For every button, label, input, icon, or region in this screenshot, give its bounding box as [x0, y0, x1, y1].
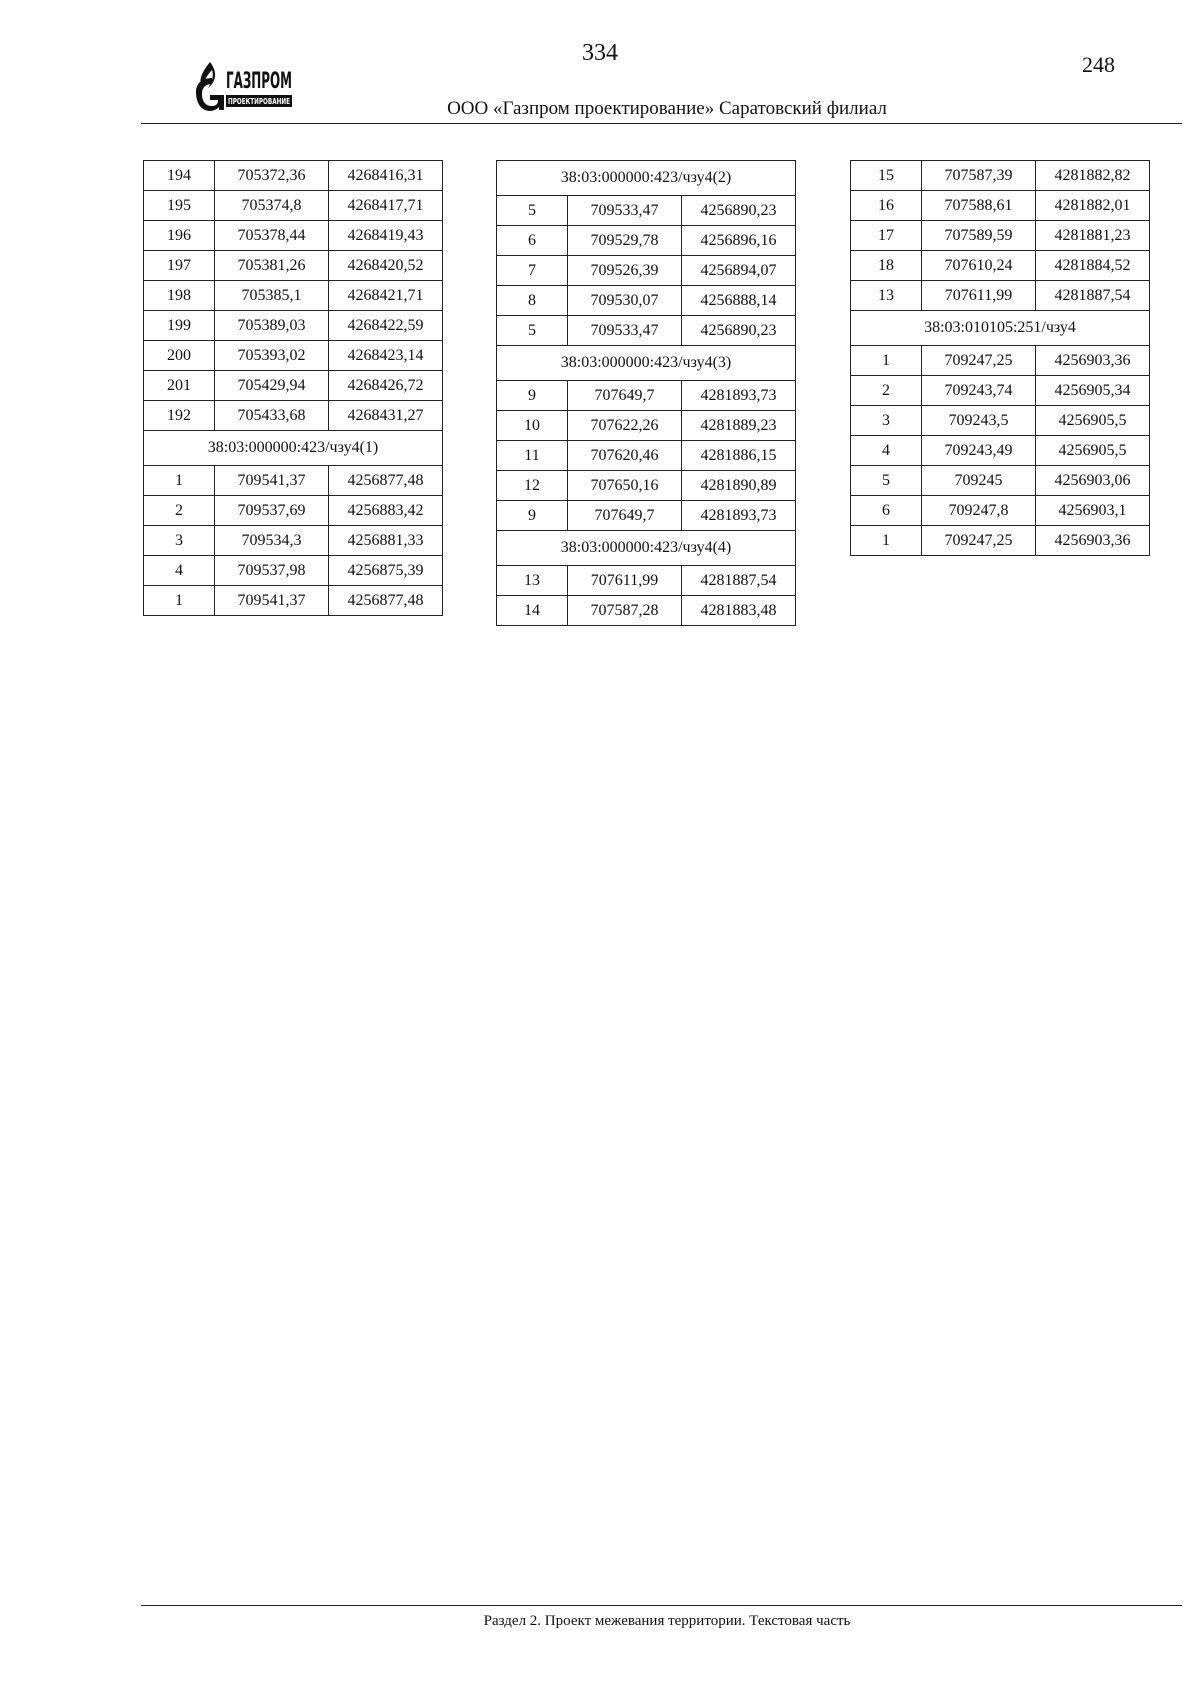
- table-row: [144, 466, 443, 496]
- x-coordinate-cell: 709247,25: [922, 526, 1036, 556]
- page-number-top: 334: [582, 40, 618, 66]
- table-row: [144, 281, 443, 311]
- point-number-cell: 11: [497, 441, 568, 471]
- y-coordinate-cell: 4256875,39: [329, 556, 443, 586]
- table-row: [851, 466, 1150, 496]
- y-coordinate-cell: 4256903,36: [1036, 526, 1150, 556]
- point-number-cell: 9: [497, 381, 568, 411]
- y-coordinate-cell: 4256888,14: [682, 286, 796, 316]
- parcel-id-label: 38:03:000000:423/чзу4(3): [497, 346, 796, 381]
- table-row: [851, 191, 1150, 221]
- point-number-cell: 196: [144, 221, 215, 251]
- point-number-cell: 192: [144, 401, 215, 431]
- footer-caption: Раздел 2. Проект межевания территории. Текстовая часть: [483, 1613, 851, 1629]
- logo-text-main: ГАЗПРОМ: [226, 69, 292, 94]
- y-coordinate-cell: 4281882,01: [1036, 191, 1150, 221]
- logo-text-sub: ПРОЕКТИРОВАНИЕ: [228, 97, 290, 106]
- table-row: [497, 596, 796, 626]
- y-coordinate-cell: 4281887,54: [682, 566, 796, 596]
- x-coordinate-cell: 707588,61: [922, 191, 1036, 221]
- x-coordinate-cell: 709534,3: [215, 526, 329, 556]
- section-header-row: [851, 311, 1150, 346]
- point-number-cell: 5: [497, 196, 568, 226]
- table-row: [144, 556, 443, 586]
- parcel-id-label: 38:03:000000:423/чзу4(1): [144, 431, 443, 466]
- x-coordinate-cell: 707589,59: [922, 221, 1036, 251]
- point-number-cell: 13: [851, 281, 922, 311]
- y-coordinate-cell: 4281881,23: [1036, 221, 1150, 251]
- y-coordinate-cell: 4281886,15: [682, 441, 796, 471]
- header-divider: [141, 123, 1182, 124]
- x-coordinate-cell: 709537,98: [215, 556, 329, 586]
- point-number-cell: 199: [144, 311, 215, 341]
- y-coordinate-cell: 4256903,36: [1036, 346, 1150, 376]
- table-row: [144, 496, 443, 526]
- y-coordinate-cell: 4268423,14: [329, 341, 443, 371]
- table-row: [497, 226, 796, 256]
- point-number-cell: 1: [144, 466, 215, 496]
- y-coordinate-cell: 4268416,31: [329, 161, 443, 191]
- y-coordinate-cell: 4281883,48: [682, 596, 796, 626]
- x-coordinate-cell: 709247,25: [922, 346, 1036, 376]
- y-coordinate-cell: 4268419,43: [329, 221, 443, 251]
- point-number-cell: 4: [144, 556, 215, 586]
- y-coordinate-cell: 4256890,23: [682, 316, 796, 346]
- table-row: [851, 406, 1150, 436]
- point-number-cell: 10: [497, 411, 568, 441]
- table-row: [497, 196, 796, 226]
- x-coordinate-cell: 707610,24: [922, 251, 1036, 281]
- table-row: [144, 341, 443, 371]
- x-coordinate-cell: 707649,7: [568, 381, 682, 411]
- table-row: [497, 501, 796, 531]
- point-number-cell: 6: [497, 226, 568, 256]
- table-row: [851, 281, 1150, 311]
- point-number-cell: 15: [851, 161, 922, 191]
- point-number-cell: 14: [497, 596, 568, 626]
- y-coordinate-cell: 4256881,33: [329, 526, 443, 556]
- point-number-cell: 12: [497, 471, 568, 501]
- table-row: [851, 251, 1150, 281]
- y-coordinate-cell: 4256903,06: [1036, 466, 1150, 496]
- x-coordinate-cell: 707620,46: [568, 441, 682, 471]
- x-coordinate-cell: 709247,8: [922, 496, 1036, 526]
- y-coordinate-cell: 4268421,71: [329, 281, 443, 311]
- table-row: [851, 526, 1150, 556]
- table-row: [144, 311, 443, 341]
- table-row: [851, 376, 1150, 406]
- point-number-cell: 201: [144, 371, 215, 401]
- table-row: [144, 401, 443, 431]
- x-coordinate-cell: 709541,37: [215, 466, 329, 496]
- point-number-cell: 16: [851, 191, 922, 221]
- section-header-row: [497, 161, 796, 196]
- x-coordinate-cell: 707587,28: [568, 596, 682, 626]
- point-number-cell: 6: [851, 496, 922, 526]
- x-coordinate-cell: 705385,1: [215, 281, 329, 311]
- x-coordinate-cell: 705374,8: [215, 191, 329, 221]
- section-header-row: [497, 531, 796, 566]
- x-coordinate-cell: 705381,26: [215, 251, 329, 281]
- point-number-cell: 7: [497, 256, 568, 286]
- point-number-cell: 195: [144, 191, 215, 221]
- x-coordinate-cell: 709245: [922, 466, 1036, 496]
- y-coordinate-cell: 4256905,5: [1036, 406, 1150, 436]
- y-coordinate-cell: 4268431,27: [329, 401, 443, 431]
- x-coordinate-cell: 705393,02: [215, 341, 329, 371]
- x-coordinate-cell: 705389,03: [215, 311, 329, 341]
- point-number-cell: 3: [851, 406, 922, 436]
- point-number-cell: 13: [497, 566, 568, 596]
- y-coordinate-cell: 4281882,82: [1036, 161, 1150, 191]
- y-coordinate-cell: 4256896,16: [682, 226, 796, 256]
- y-coordinate-cell: 4281889,23: [682, 411, 796, 441]
- x-coordinate-cell: 705378,44: [215, 221, 329, 251]
- point-number-cell: 17: [851, 221, 922, 251]
- y-coordinate-cell: 4268426,72: [329, 371, 443, 401]
- coordinates-table-3: [850, 160, 1150, 556]
- footer-divider: [141, 1605, 1182, 1606]
- x-coordinate-cell: 709533,47: [568, 316, 682, 346]
- section-header-row: [497, 346, 796, 381]
- y-coordinate-cell: 4281893,73: [682, 501, 796, 531]
- x-coordinate-cell: 709243,49: [922, 436, 1036, 466]
- y-coordinate-cell: 4268422,59: [329, 311, 443, 341]
- table-row: [497, 286, 796, 316]
- table-row: [851, 221, 1150, 251]
- y-coordinate-cell: 4281884,52: [1036, 251, 1150, 281]
- y-coordinate-cell: 4256894,07: [682, 256, 796, 286]
- point-number-cell: 18: [851, 251, 922, 281]
- y-coordinate-cell: 4256890,23: [682, 196, 796, 226]
- table-row: [144, 221, 443, 251]
- x-coordinate-cell: 707611,99: [568, 566, 682, 596]
- x-coordinate-cell: 709529,78: [568, 226, 682, 256]
- table-row: [144, 161, 443, 191]
- point-number-cell: 2: [851, 376, 922, 406]
- table-row: [144, 251, 443, 281]
- table-row: [851, 161, 1150, 191]
- point-number-cell: 8: [497, 286, 568, 316]
- table-row: [144, 191, 443, 221]
- point-number-cell: 1: [851, 526, 922, 556]
- point-number-cell: 200: [144, 341, 215, 371]
- point-number-cell: 197: [144, 251, 215, 281]
- point-number-cell: 1: [851, 346, 922, 376]
- point-number-cell: 198: [144, 281, 215, 311]
- x-coordinate-cell: 709530,07: [568, 286, 682, 316]
- y-coordinate-cell: 4256905,34: [1036, 376, 1150, 406]
- y-coordinate-cell: 4256877,48: [329, 466, 443, 496]
- point-number-cell: 5: [497, 316, 568, 346]
- x-coordinate-cell: 707611,99: [922, 281, 1036, 311]
- parcel-id-label: 38:03:000000:423/чзу4(2): [497, 161, 796, 196]
- coordinates-table-2: [496, 160, 796, 626]
- point-number-cell: 5: [851, 466, 922, 496]
- table-row: [497, 566, 796, 596]
- x-coordinate-cell: 709526,39: [568, 256, 682, 286]
- x-coordinate-cell: 709243,5: [922, 406, 1036, 436]
- table-row: [144, 371, 443, 401]
- y-coordinate-cell: 4281890,89: [682, 471, 796, 501]
- x-coordinate-cell: 705429,94: [215, 371, 329, 401]
- section-header-row: [144, 431, 443, 466]
- page-number-right: 248: [1082, 52, 1115, 77]
- x-coordinate-cell: 705372,36: [215, 161, 329, 191]
- table-row: [497, 471, 796, 501]
- x-coordinate-cell: 705433,68: [215, 401, 329, 431]
- point-number-cell: 194: [144, 161, 215, 191]
- x-coordinate-cell: 707649,7: [568, 501, 682, 531]
- point-number-cell: 1: [144, 586, 215, 616]
- coordinates-table-1: [143, 160, 443, 616]
- y-coordinate-cell: 4256883,42: [329, 496, 443, 526]
- y-coordinate-cell: 4256903,1: [1036, 496, 1150, 526]
- table-row: [497, 441, 796, 471]
- table-row: [851, 346, 1150, 376]
- point-number-cell: 4: [851, 436, 922, 466]
- table-row: [497, 381, 796, 411]
- table-row: [144, 526, 443, 556]
- y-coordinate-cell: 4256905,5: [1036, 436, 1150, 466]
- table-row: [144, 586, 443, 616]
- table-row: [851, 436, 1150, 466]
- x-coordinate-cell: 709537,69: [215, 496, 329, 526]
- point-number-cell: 9: [497, 501, 568, 531]
- table-row: [497, 256, 796, 286]
- y-coordinate-cell: 4256877,48: [329, 586, 443, 616]
- parcel-id-label: 38:03:010105:251/чзу4: [851, 311, 1150, 346]
- x-coordinate-cell: 709533,47: [568, 196, 682, 226]
- point-number-cell: 2: [144, 496, 215, 526]
- table-row: [851, 496, 1150, 526]
- y-coordinate-cell: 4268417,71: [329, 191, 443, 221]
- point-number-cell: 3: [144, 526, 215, 556]
- x-coordinate-cell: 709541,37: [215, 586, 329, 616]
- x-coordinate-cell: 709243,74: [922, 376, 1036, 406]
- x-coordinate-cell: 707622,26: [568, 411, 682, 441]
- x-coordinate-cell: 707650,16: [568, 471, 682, 501]
- parcel-id-label: 38:03:000000:423/чзу4(4): [497, 531, 796, 566]
- x-coordinate-cell: 707587,39: [922, 161, 1036, 191]
- table-row: [497, 316, 796, 346]
- y-coordinate-cell: 4281887,54: [1036, 281, 1150, 311]
- table-row: [497, 411, 796, 441]
- y-coordinate-cell: 4268420,52: [329, 251, 443, 281]
- company-header: ООО «Газпром проектирование» Саратовский филиал: [447, 98, 887, 119]
- y-coordinate-cell: 4281893,73: [682, 381, 796, 411]
